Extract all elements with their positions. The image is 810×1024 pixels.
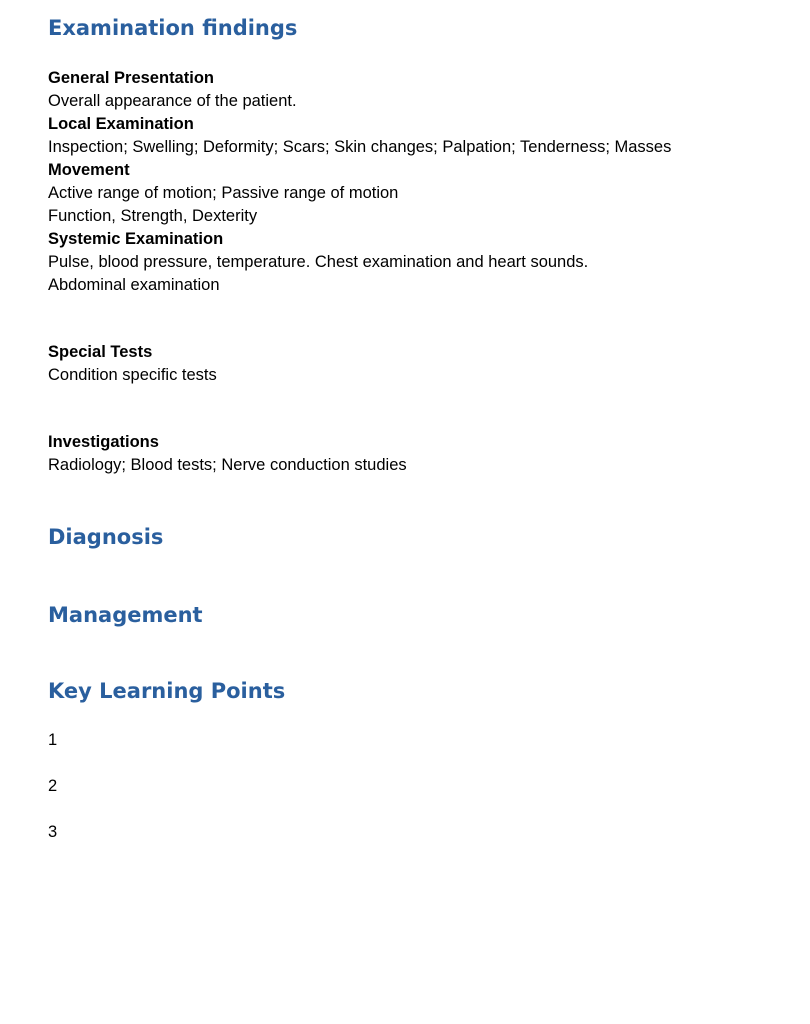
key-learning-point-number: 3 — [48, 823, 58, 841]
systemic-examination-line-2: Abdominal examination — [48, 276, 220, 294]
special-tests-text: Condition specific tests — [48, 366, 217, 384]
movement-title: Movement — [48, 161, 130, 179]
examination-body — [48, 67, 788, 297]
movement-line-2: Function, Strength, Dexterity — [48, 207, 258, 225]
investigations-title: Investigations — [48, 433, 159, 451]
key-learning-point-number: 2 — [48, 777, 58, 795]
general-presentation-text: Overall appearance of the patient. — [48, 92, 297, 110]
document-page — [48, 0, 788, 1024]
movement-line-1: Active range of motion; Passive range of motion — [48, 184, 399, 202]
special-tests-title: Special Tests — [48, 343, 153, 361]
special-tests-section — [48, 341, 788, 387]
general-presentation-title: General Presentation — [48, 69, 214, 87]
key-learning-points-heading: Key Learning Points — [48, 679, 286, 703]
local-examination-text: Inspection; Swelling; Deformity; Scars; Skin changes; Palpation; Tenderness; Masses — [48, 138, 672, 156]
local-examination-title: Local Examination — [48, 115, 194, 133]
investigations-section — [48, 431, 788, 477]
investigations-text: Radiology; Blood tests; Nerve conduction studies — [48, 456, 407, 474]
examination-findings-heading: Examination findings — [48, 16, 298, 40]
diagnosis-heading: Diagnosis — [48, 525, 164, 549]
management-heading: Management — [48, 603, 203, 627]
key-learning-point-number: 1 — [48, 731, 58, 749]
systemic-examination-title: Systemic Examination — [48, 230, 224, 248]
systemic-examination-line-1: Pulse, blood pressure, temperature. Chest examination and heart sounds. — [48, 253, 589, 271]
